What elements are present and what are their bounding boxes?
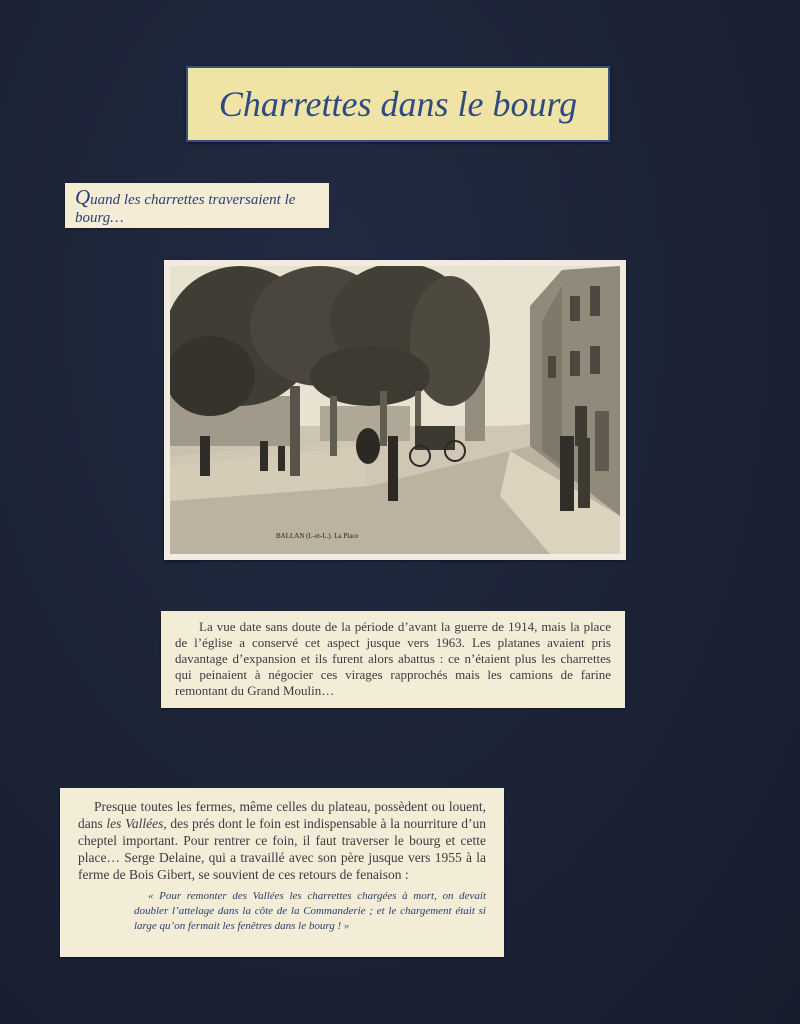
history-paragraph: La vue date sans doute de la période d’avant la guerre de 1914, mais la place de l’église a conservé cet aspect jusque vers 1963. Les platanes avaient pris davantage d’expansion et ils furent alors abattus : ce n’étaient plus les charrettes qui peinaient à négocier ces virages rapprochés mais les camions de farine remontant du Grand Moulin…: [175, 619, 611, 698]
subtitle-plate: [65, 183, 329, 228]
village-square-illustration: [170, 266, 620, 554]
testimony-text-a: Presque toutes les fermes, même celles du plateau, possèdent ou louent, dans: [78, 799, 486, 831]
title-plate: [186, 66, 610, 142]
subtitle: [75, 185, 329, 227]
page-title: Charrettes dans le bourg: [218, 84, 578, 124]
postcard-caption: BALLAN (I.-et-L.). La Place: [276, 532, 359, 540]
text-plate-testimony: [60, 788, 504, 957]
subtitle-text: uand les charrettes traversaient le bourg…: [75, 191, 296, 226]
postcard-photo: [170, 266, 620, 554]
postcard-frame: [164, 260, 626, 560]
testimony-italic: les Vallées: [106, 816, 164, 831]
subtitle-initial: Q: [75, 184, 91, 209]
text-plate-history: [161, 611, 625, 708]
testimony-text-b: , des prés dont le foin est indispensable à la nourriture d’un cheptel important. Pour rentrer ce foin, il faut traverser le bourg et cette place… Serge Delaine, qui a travaillé avec son père jusque vers 1955 à la ferme de Bois Gibert, se souvient de ces retours de fenaison :: [78, 816, 486, 882]
testimony-paragraph: [78, 798, 486, 883]
testimony-quote: « Pour remonter des Vallées les charrettes chargées à mort, on devait doubler l’attelage dans la côte de la Commanderie ; et le chargement était si large qu’on fermait les fenêtres dans le bourg ! »: [134, 890, 486, 932]
